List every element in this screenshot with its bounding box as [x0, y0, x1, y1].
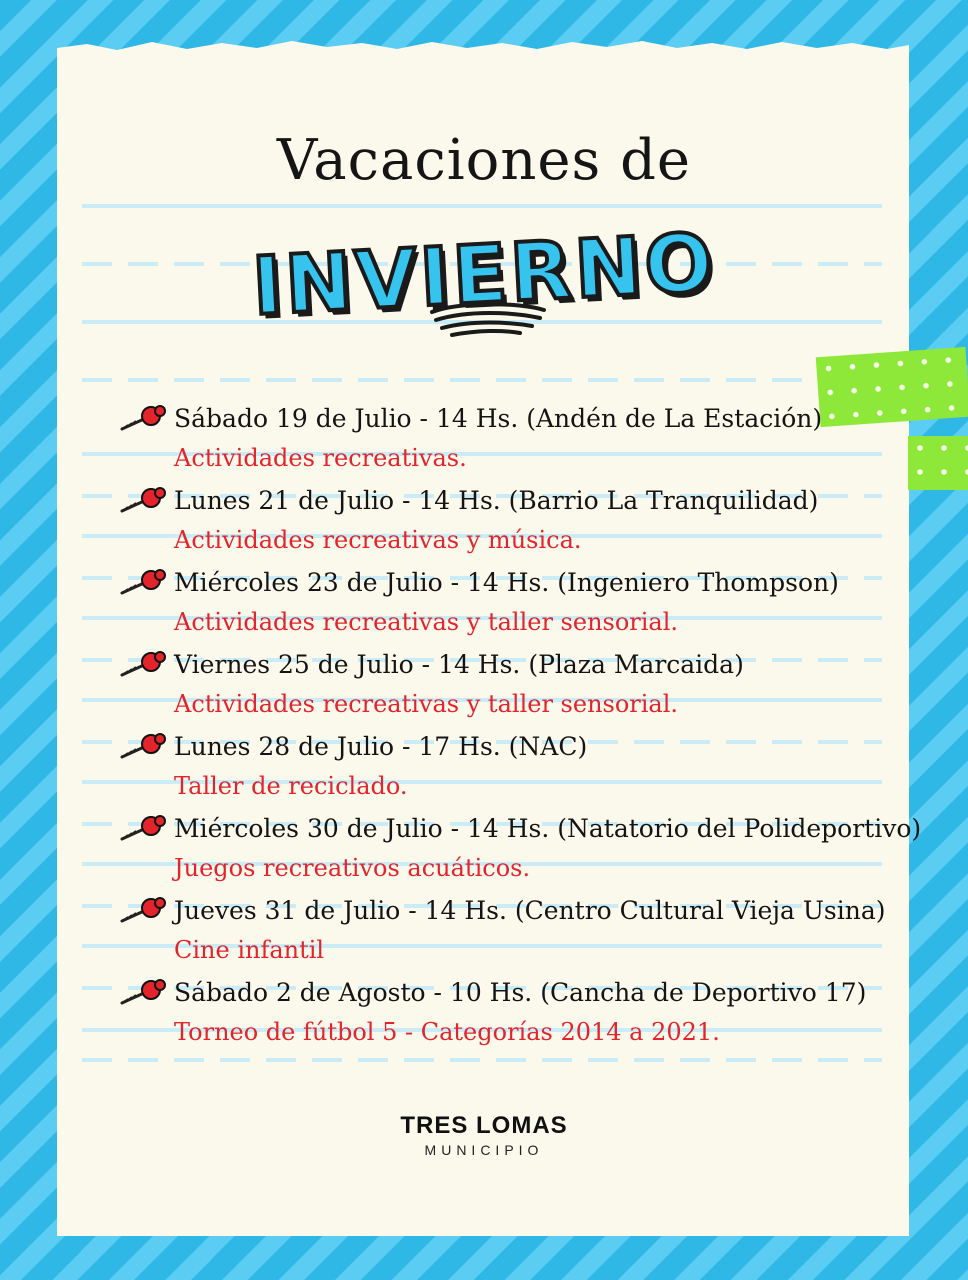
event-description: Actividades recreativas y taller sensorial.: [174, 690, 679, 718]
red-pushpin-icon: [118, 732, 166, 762]
red-pushpin-icon: [118, 896, 166, 926]
red-pushpin-icon: [118, 486, 166, 516]
event-description: Actividades recreativas y taller sensorial.: [174, 608, 679, 636]
event-title: Sábado 2 de Agosto - 10 Hs. (Cancha de Deportivo 17): [174, 978, 867, 1007]
red-pushpin-icon: [118, 814, 166, 844]
event-title: Miércoles 30 de Julio - 14 Hs. (Natatorio del Polideportivo): [174, 814, 922, 843]
event-description: Torneo de fútbol 5 - Categorías 2014 a 2021.: [174, 1018, 720, 1046]
event-title: Jueves 31 de Julio - 14 Hs. (Centro Cultural Vieja Usina): [174, 896, 886, 925]
red-pushpin-icon: [118, 650, 166, 680]
logo-name: TRES LOMAS: [400, 1112, 568, 1139]
event-title: Miércoles 23 de Julio - 14 Hs. (Ingeniero Thompson): [174, 568, 839, 597]
event-description: Actividades recreativas y música.: [174, 526, 582, 554]
event-title: Viernes 25 de Julio - 14 Hs. (Plaza Marcaida): [174, 650, 744, 679]
logo-subtitle: MUNICIPIO: [424, 1142, 544, 1158]
red-pushpin-icon: [118, 978, 166, 1008]
event-title: Lunes 21 de Julio - 14 Hs. (Barrio La Tranquilidad): [174, 486, 819, 515]
event-description: Juegos recreativos acuáticos.: [174, 854, 531, 882]
red-pushpin-icon: [118, 568, 166, 598]
title-line-2: INVIERNO: [250, 215, 718, 334]
event-title: Lunes 28 de Julio - 17 Hs. (NAC): [174, 732, 588, 761]
title-line-1: Vacaciones de: [276, 128, 692, 193]
municipality-logo: [0, 1112, 968, 1158]
red-pushpin-icon: [118, 404, 166, 434]
event-description: Taller de reciclado.: [174, 772, 408, 800]
event-description: Cine infantil: [174, 936, 325, 964]
event-description: Actividades recreativas.: [174, 444, 467, 472]
event-title: Sábado 19 de Julio - 14 Hs. (Andén de La Estación): [174, 404, 823, 433]
